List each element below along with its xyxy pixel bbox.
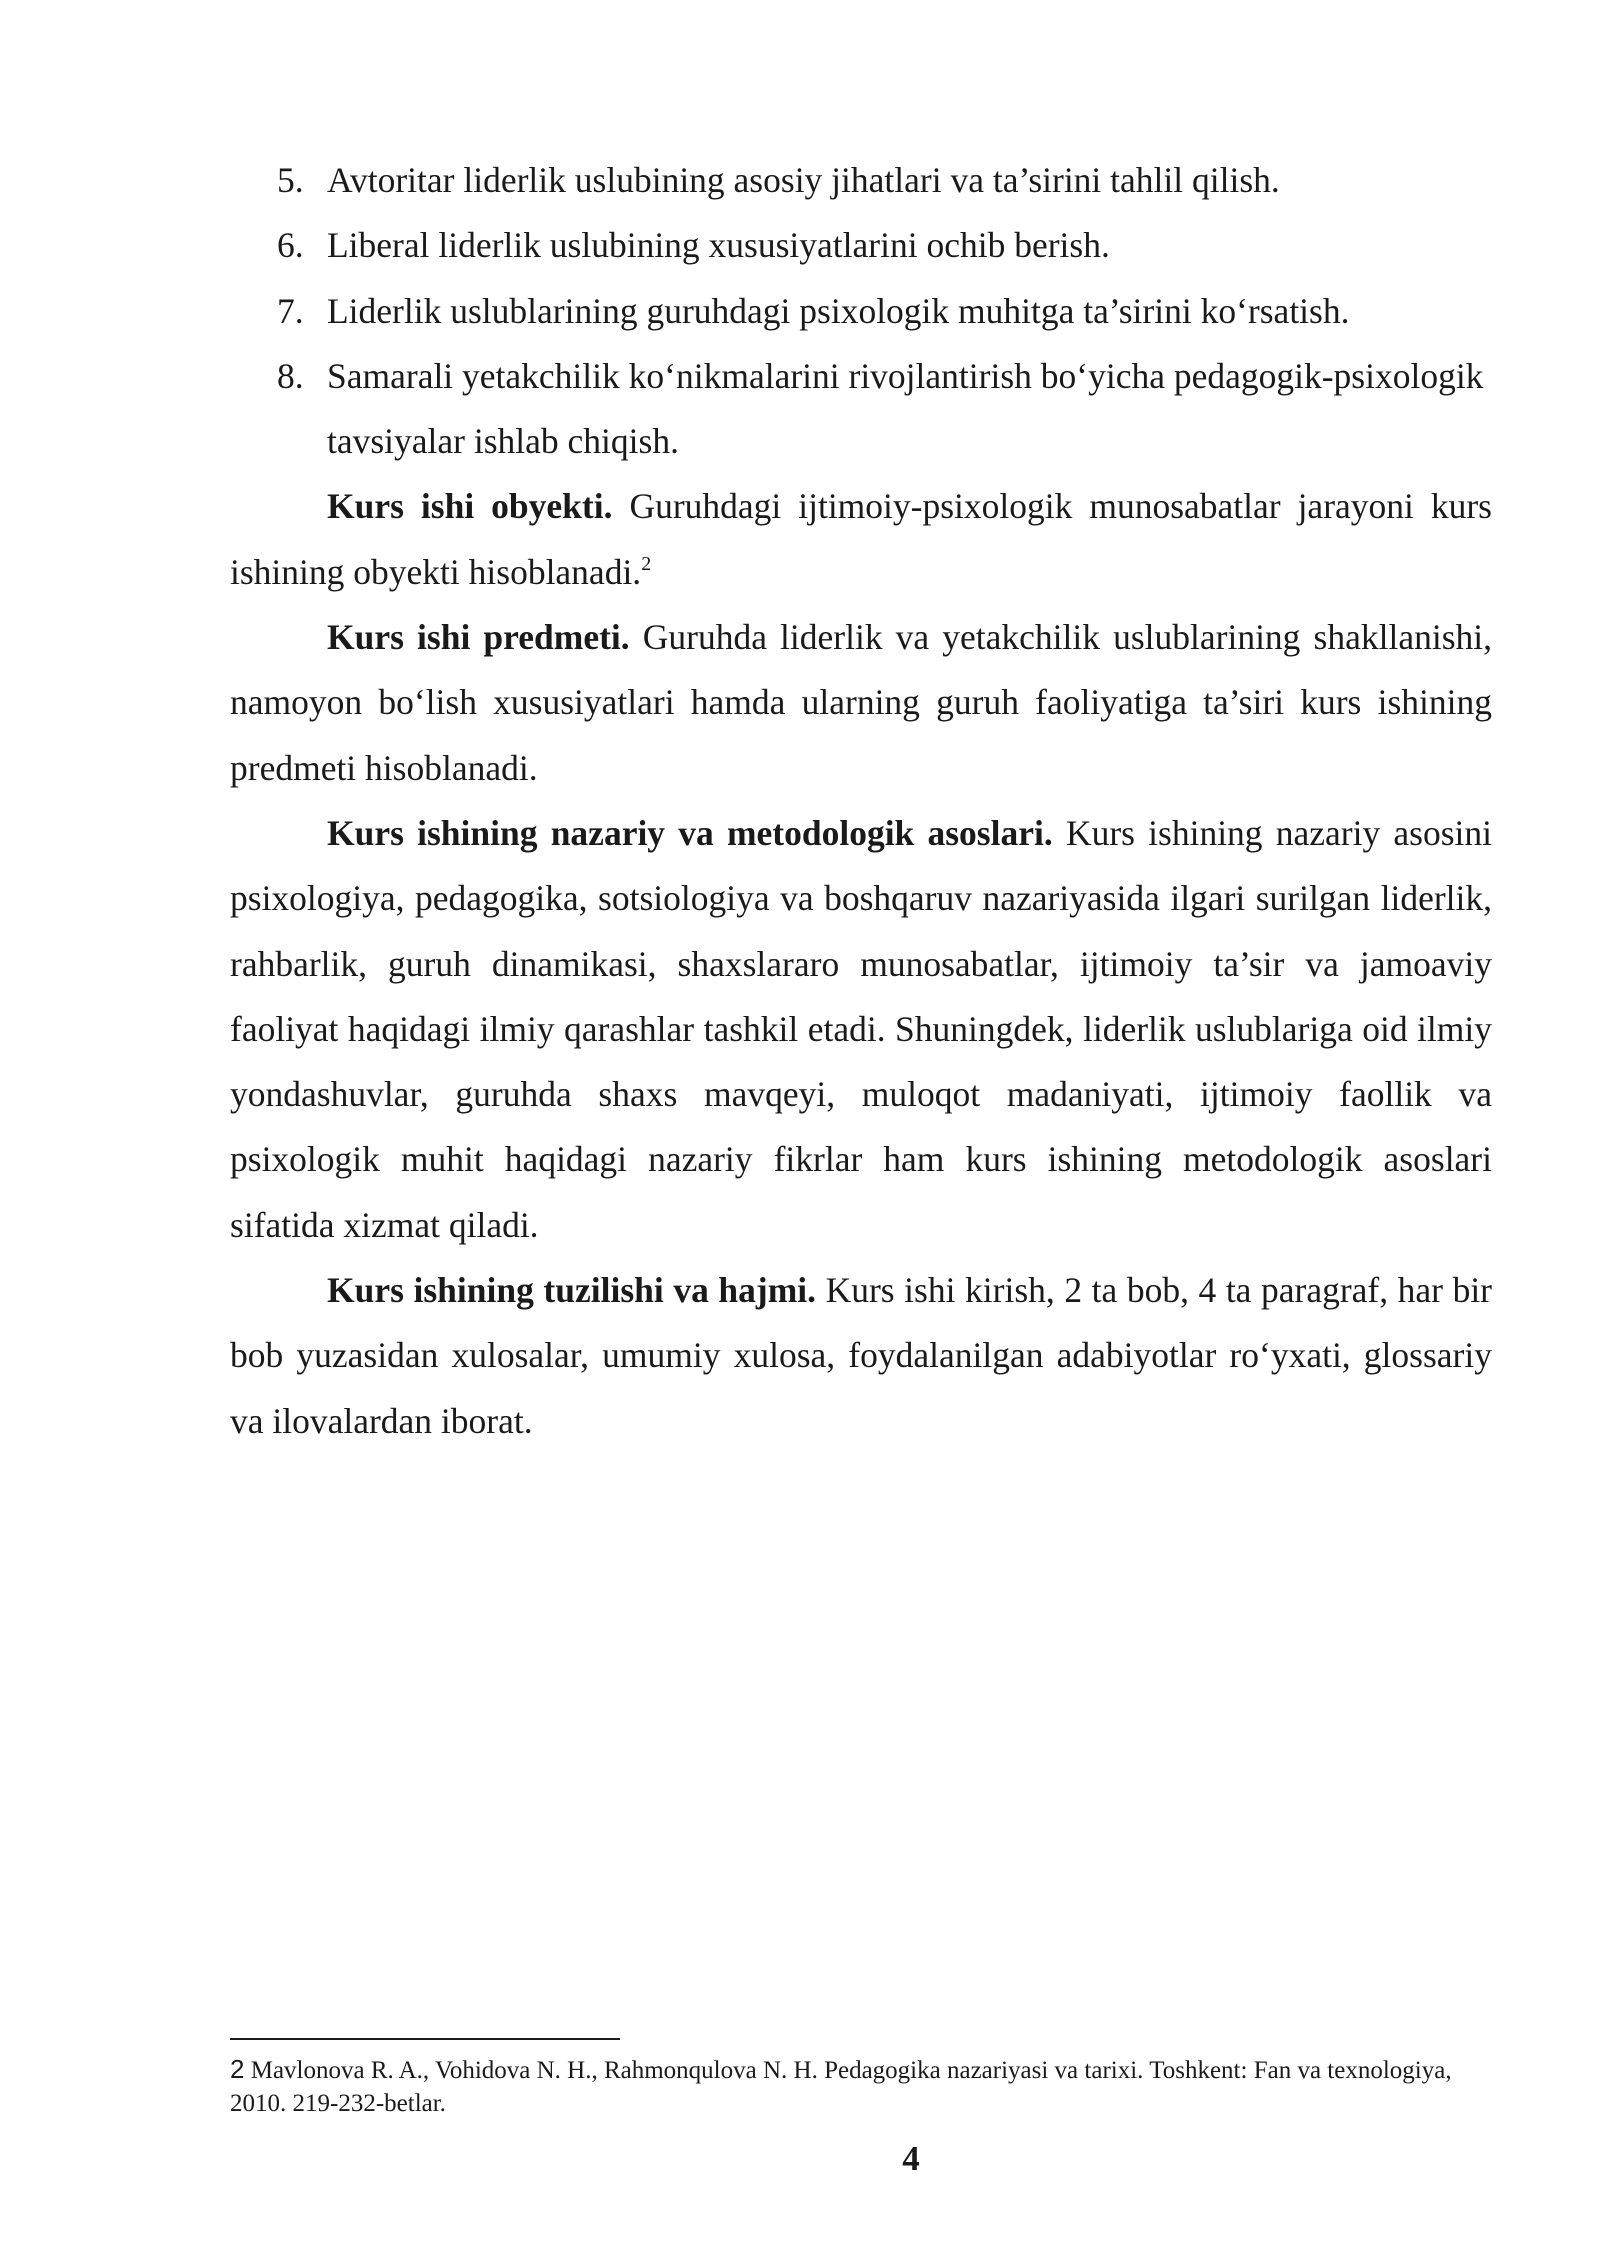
list-item — [230, 344, 1492, 475]
list-item — [230, 279, 1492, 344]
task-list — [230, 148, 1492, 474]
footnote-reference[interactable]: 2 — [641, 552, 652, 575]
footnote — [230, 2053, 1492, 2120]
page-number: 4 — [902, 2139, 920, 2178]
object-paragraph — [230, 474, 1492, 605]
list-item-number: 6. — [277, 225, 304, 266]
structure-paragraph — [230, 1258, 1492, 1454]
subject-text: Guruhda liderlik va yetakchilik uslublarining shakllanishi, namoyon bo‘lish xususiyatlari hamda ularning guruh faoliyatiga ta’siri kurs ishining predmeti hisoblanadi. — [230, 617, 1492, 788]
list-item-text: Liberal liderlik uslubining xususiyatlarini ochib berish. — [327, 225, 1110, 266]
list-item-number: 8. — [277, 355, 304, 396]
list-item — [230, 213, 1492, 278]
list-item — [230, 148, 1492, 213]
page-body — [230, 148, 1492, 1454]
structure-heading: Kurs ishining tuzilishi va hajmi. — [327, 1270, 817, 1311]
methodology-text: Kurs ishining nazariy asosini psixologiya, pedagogika, sotsiologiya va boshqaruv nazariyasida ilgari surilgan liderlik, rahbarlik, guruh dinamikasi, shaxslararo munosabatlar, ijtimoiy ta’sir va jamoaviy faoliyat haqidagi ilmiy qarashlar tashkil etadi. Shuningdek, liderlik uslublariga oid ilmiy yondashuvlar, guruhda shaxs mavqeyi, muloqot madaniyati, ijtimoiy faollik va psixologik muhit haqidagi nazariy fikrlar ham kurs ishining metodologik asoslari sifatida xizmat qiladi. — [230, 812, 1493, 1245]
list-item-number: 7. — [277, 290, 304, 331]
subject-paragraph — [230, 605, 1492, 801]
methodology-paragraph — [230, 801, 1492, 1258]
methodology-heading: Kurs ishining nazariy va metodologik asoslari. — [327, 812, 1053, 853]
list-item-number: 5. — [277, 160, 304, 200]
footnote-text: Mavlonova R. A., Vohidova N. H., Rahmonqulova N. H. Pedagogika nazariyasi va tarixi. Toshkent: Fan va texnologiya, 2010. 219-232-betlar. — [230, 2057, 1452, 2117]
subject-heading: Kurs ishi predmeti. — [327, 617, 630, 658]
object-text: Guruhdagi ijtimoiy-psixologik munosabatlar jarayoni kurs ishining obyekti hisoblanadi. — [230, 486, 1492, 592]
list-item-text: Liderlik uslublarining guruhdagi psixologik muhitga ta’sirini ko‘rsatish. — [327, 290, 1350, 331]
list-item-text: Avtoritar liderlik uslubining asosiy jihatlari va ta’sirini tahlil qilish. — [327, 160, 1280, 200]
object-heading: Kurs ishi obyekti. — [327, 486, 613, 527]
footnote-divider — [230, 2038, 620, 2040]
list-item-text: Samarali yetakchilik ko‘nikmalarini rivojlantirish bo‘yicha pedagogik-psixologik tavsiyalar ishlab chiqish. — [327, 355, 1484, 462]
structure-text: Kurs ishi kirish, 2 ta bob, 4 ta paragraf, har bir bob yuzasidan xulosalar, umumiy xulosa, foydalanilgan adabiyotlar ro‘yxati, glossariy va ilovalardan iborat. — [230, 1270, 1492, 1441]
footnote-number: 2 — [230, 2054, 245, 2084]
